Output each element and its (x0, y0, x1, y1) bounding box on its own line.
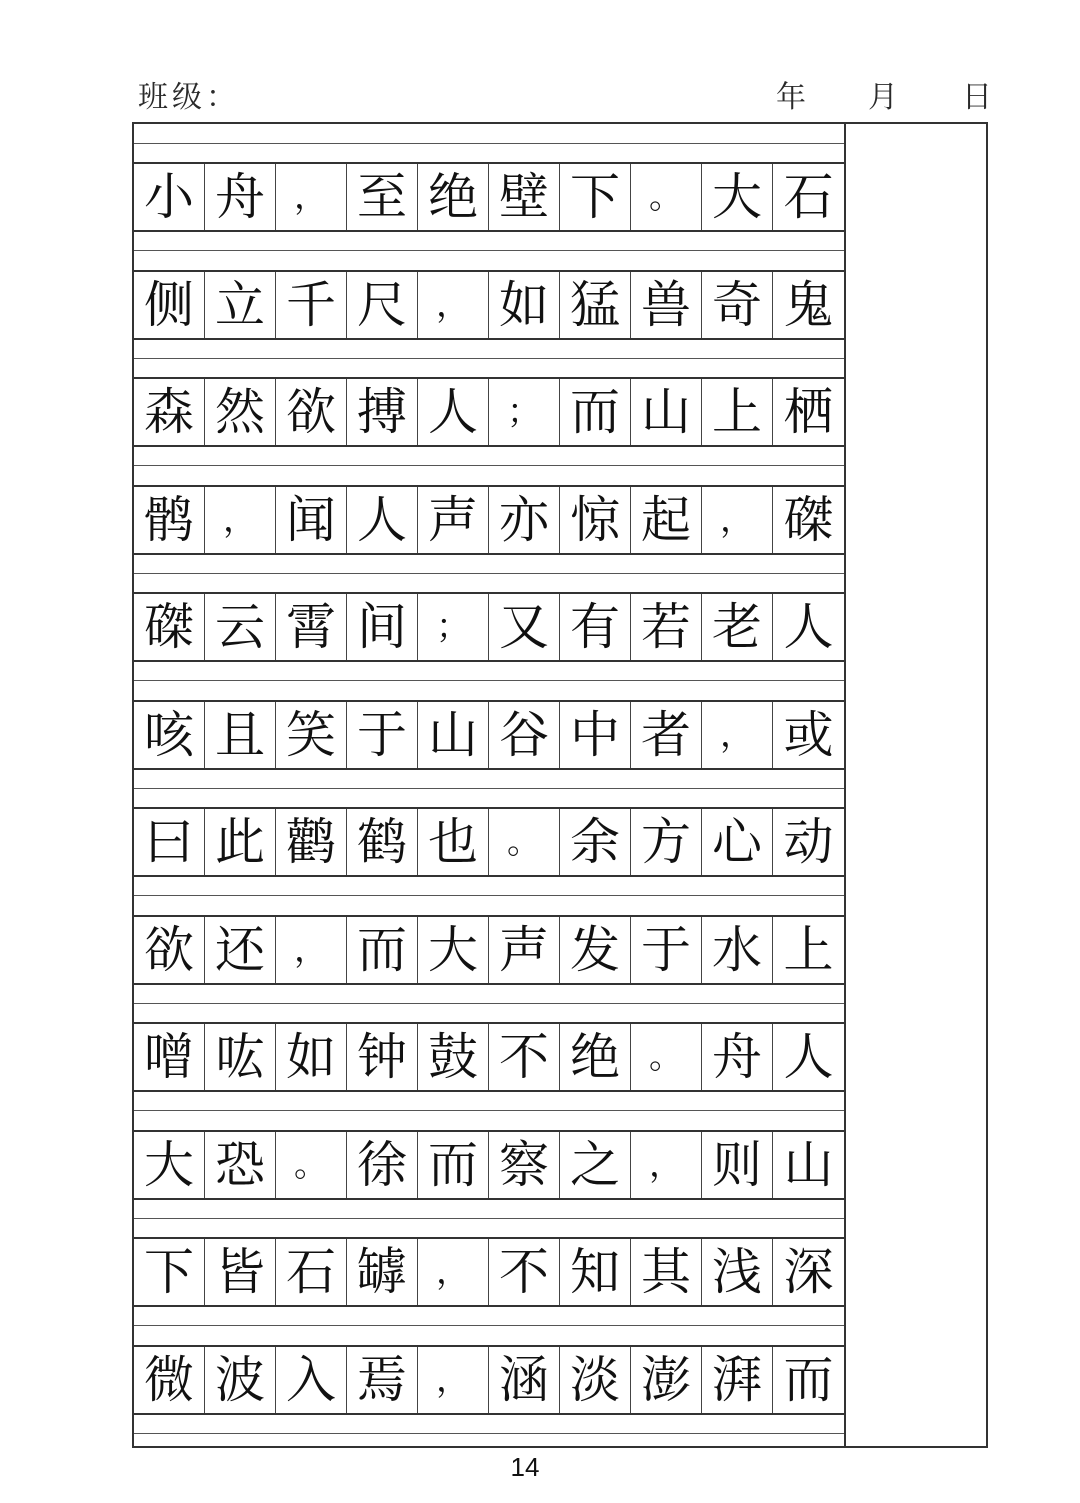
grid-cell: 钟 (347, 1024, 418, 1090)
grid-cell: ， (276, 164, 347, 230)
grid-cell: 不 (489, 1024, 560, 1090)
grid-cell: 尺 (347, 272, 418, 338)
margin-column-divider (844, 124, 846, 1446)
grid-cell: 人 (783, 598, 834, 656)
grid-cell: 大 (418, 917, 489, 983)
grid-cell: ， (276, 917, 347, 983)
grid-cell: 恐 (205, 1132, 276, 1198)
grid-cell: 焉 (347, 1347, 418, 1413)
day-label: 日 (962, 80, 992, 115)
grid-cell: 石 (783, 168, 834, 226)
grid-cell: 。 (276, 1132, 347, 1198)
gap-guide-line (134, 358, 844, 359)
grid-cell: 大 (134, 1132, 205, 1198)
grid-cell: 深 (783, 1243, 834, 1301)
grid-cell: 侧 (134, 272, 205, 338)
grid-row (134, 807, 844, 877)
grid-cell: 下 (560, 164, 631, 230)
grid-row (134, 915, 844, 985)
grid-cell: 下 (134, 1239, 205, 1305)
page-number: 14 (510, 1452, 540, 1482)
gap-guide-line (134, 1110, 844, 1111)
grid-cell: 鹳 (276, 809, 347, 875)
grid-cell: 。 (489, 809, 560, 875)
grid-cell: 噌 (134, 1024, 205, 1090)
grid-cell: 声 (418, 487, 489, 553)
grid-cell: 罅 (347, 1239, 418, 1305)
grid-cell: 又 (489, 594, 560, 660)
grid-row (134, 1130, 844, 1200)
grid-cell: 至 (347, 164, 418, 230)
grid-cell: ， (418, 272, 489, 338)
grid-cell: 山 (418, 702, 489, 768)
grid-cell: 则 (702, 1132, 773, 1198)
gap-guide-line (134, 788, 844, 789)
grid-cell: 兽 (631, 272, 702, 338)
grid-row (134, 1237, 844, 1307)
grid-cell: 。 (631, 164, 702, 230)
grid-cell: 山 (783, 1135, 834, 1194)
grid-cell: 不 (489, 1239, 560, 1305)
grid-row (134, 162, 844, 232)
grid-row (134, 700, 844, 770)
grid-cell: 于 (347, 702, 418, 768)
grid-cell: 人 (783, 1028, 834, 1086)
grid-cell: 而 (347, 917, 418, 983)
grid-cell: 绝 (560, 1024, 631, 1090)
grid-cell: 察 (489, 1132, 560, 1198)
grid-cell: 有 (560, 594, 631, 660)
grid-row (134, 485, 844, 555)
grid-cell: 如 (276, 1024, 347, 1090)
month-label: 月 (868, 80, 898, 115)
grid-cell: 若 (631, 594, 702, 660)
grid-cell: 微 (134, 1347, 205, 1413)
grid-cell: 霄 (276, 594, 347, 660)
grid-cell: 而 (783, 1350, 834, 1409)
grid-cell: ， (631, 1132, 702, 1198)
gap-guide-line (134, 680, 844, 681)
grid-cell: 咳 (134, 702, 205, 768)
grid-cell: ； (489, 379, 560, 445)
grid-cell: 中 (560, 702, 631, 768)
grid-cell: 山 (631, 379, 702, 445)
grid-cell: 也 (418, 809, 489, 875)
grid-cell: 绝 (418, 164, 489, 230)
grid-cell: 且 (205, 702, 276, 768)
grid-cell: 还 (205, 917, 276, 983)
grid-cell: 湃 (702, 1347, 773, 1413)
gap-guide-line (134, 1433, 844, 1434)
gap-guide-line (134, 465, 844, 466)
grid-cell: 淡 (560, 1347, 631, 1413)
grid-cell: 人 (418, 379, 489, 445)
class-label: 班级： (138, 80, 240, 115)
grid-cell: 吰 (205, 1024, 276, 1090)
grid-cell: 水 (702, 917, 773, 983)
grid-cell: ， (702, 702, 773, 768)
grid-cell: 者 (631, 702, 702, 768)
grid-cell: 动 (783, 813, 834, 871)
grid-cell: 其 (631, 1239, 702, 1305)
grid-cell: 人 (347, 487, 418, 553)
grid-cell: 云 (205, 594, 276, 660)
grid-cell: 老 (702, 594, 773, 660)
grid-cell: 然 (205, 379, 276, 445)
grid-cell: 心 (702, 809, 773, 875)
grid-cell: 知 (560, 1239, 631, 1305)
grid-cell: 搏 (347, 379, 418, 445)
grid-cell: 上 (783, 920, 834, 979)
gap-guide-line (134, 143, 844, 144)
gap-guide-line (134, 1003, 844, 1004)
grid-cell: 于 (631, 917, 702, 983)
grid-cell: 。 (631, 1024, 702, 1090)
grid-cell: ， (702, 487, 773, 553)
grid-cell: 或 (783, 705, 834, 764)
grid-cell: 大 (702, 164, 773, 230)
writing-grid (132, 122, 988, 1448)
gap-guide-line (134, 250, 844, 251)
grid-cell: 起 (631, 487, 702, 553)
grid-row (134, 377, 844, 447)
grid-cell: 余 (560, 809, 631, 875)
grid-cell: 声 (489, 917, 560, 983)
grid-cell: 立 (205, 272, 276, 338)
grid-row (134, 1345, 844, 1415)
grid-cell: 浅 (702, 1239, 773, 1305)
grid-cell: 欲 (134, 917, 205, 983)
grid-cell: 方 (631, 809, 702, 875)
grid-cell: 磔 (783, 490, 834, 549)
gap-guide-line (134, 1218, 844, 1219)
grid-cell: 千 (276, 272, 347, 338)
grid-cell: 澎 (631, 1347, 702, 1413)
grid-row (134, 270, 844, 340)
gap-guide-line (134, 573, 844, 574)
grid-cell: ； (418, 594, 489, 660)
grid-row (134, 592, 844, 662)
grid-cell: 涵 (489, 1347, 560, 1413)
grid-cell: 此 (205, 809, 276, 875)
grid-cell: 舟 (702, 1024, 773, 1090)
grid-cell: 小 (134, 164, 205, 230)
grid-cell: 如 (489, 272, 560, 338)
grid-cell: 鹤 (347, 809, 418, 875)
grid-cell: 而 (560, 379, 631, 445)
grid-cell: ， (418, 1239, 489, 1305)
grid-cell: 鼓 (418, 1024, 489, 1090)
grid-cell: ， (418, 1347, 489, 1413)
grid-cell: 波 (205, 1347, 276, 1413)
grid-cell: 间 (347, 594, 418, 660)
grid-cell: 壁 (489, 164, 560, 230)
gap-guide-line (134, 1325, 844, 1326)
grid-cell: 发 (560, 917, 631, 983)
year-label: 年 (776, 80, 806, 115)
grid-cell: 皆 (205, 1239, 276, 1305)
grid-cell: 徐 (347, 1132, 418, 1198)
grid-cell: 谷 (489, 702, 560, 768)
grid-cell: 亦 (489, 487, 560, 553)
grid-cell: 栖 (783, 383, 834, 441)
grid-cell: 曰 (134, 809, 205, 875)
grid-cell: 石 (276, 1239, 347, 1305)
grid-cell: 鬼 (783, 275, 834, 334)
grid-cell: 闻 (276, 487, 347, 553)
grid-cell: 舟 (205, 164, 276, 230)
grid-cell: 入 (276, 1347, 347, 1413)
grid-cell: 笑 (276, 702, 347, 768)
grid-cell: ， (205, 487, 276, 553)
grid-cell: 磔 (134, 594, 205, 660)
grid-cell: 鹘 (134, 487, 205, 553)
grid-cell: 惊 (560, 487, 631, 553)
grid-cell: 而 (418, 1132, 489, 1198)
grid-cell: 欲 (276, 379, 347, 445)
gap-guide-line (134, 895, 844, 896)
grid-row (134, 1022, 844, 1092)
grid-cell: 之 (560, 1132, 631, 1198)
grid-cell: 森 (134, 379, 205, 445)
grid-cell: 猛 (560, 272, 631, 338)
grid-cell: 上 (702, 379, 773, 445)
grid-cell: 奇 (702, 272, 773, 338)
